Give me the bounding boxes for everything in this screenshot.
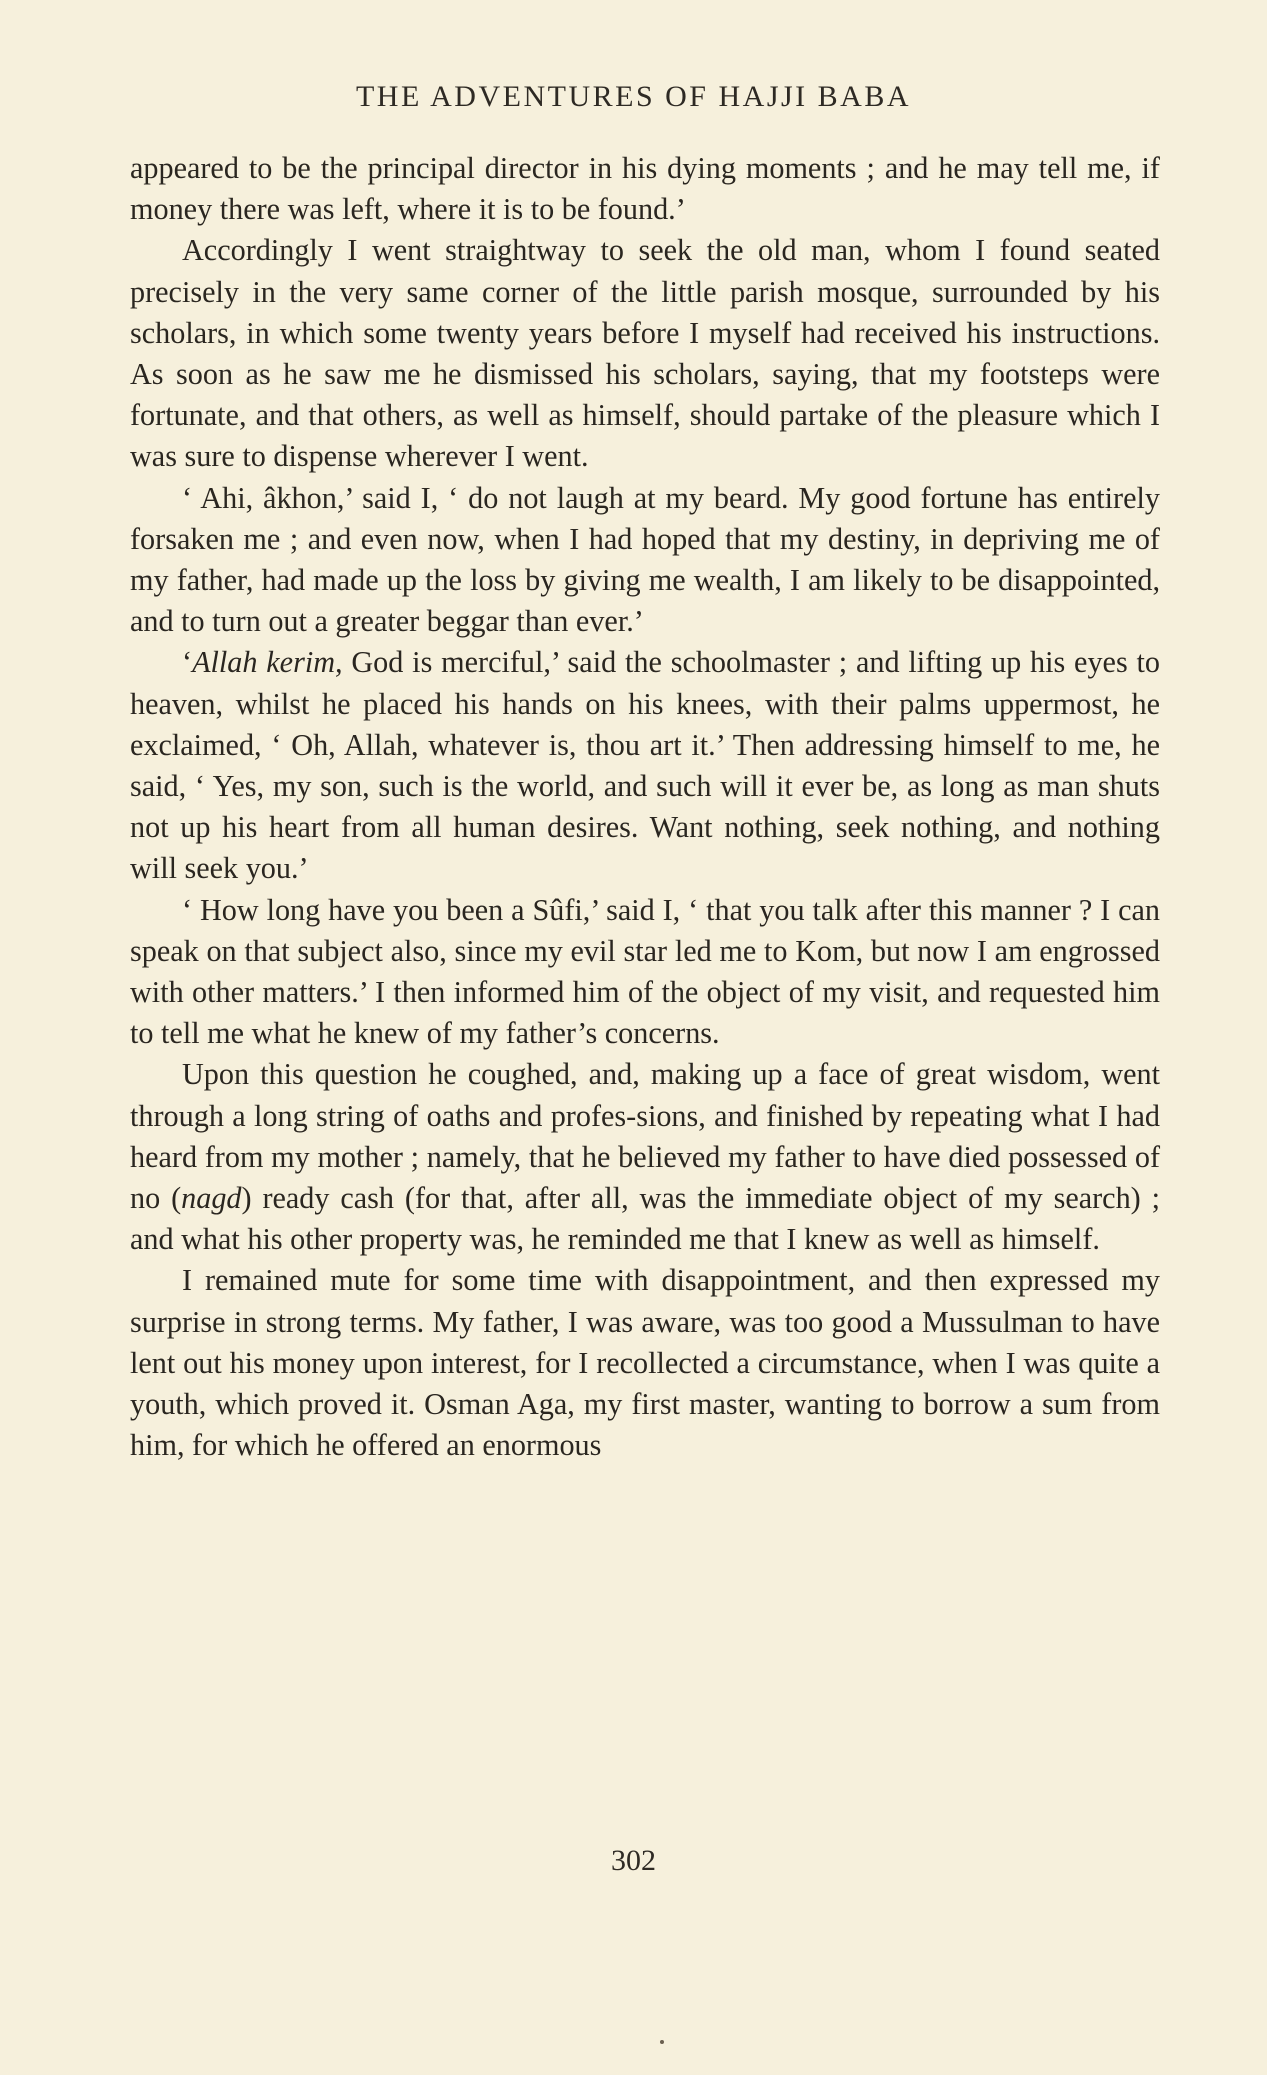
paragraph-2: Accordingly I went straightway to seek the old man, whom I found seated precisely in the very same corner of the little parish mosque, surrounded by his scholars, in which some twenty years before I myself had received his instructions. As soon as he saw me he dismissed his scholars, saying, that my footsteps were fortunate, and that others, as well as himself, should partake of the pleasure which I was sure to dispense wherever I went. [130, 233, 1160, 474]
paragraph-6-text-a: Upon this question he coughed, and, making up a face of great wisdom, went through a long string of oaths and profes-sions, and finished by repeating what I had heard from my mother ; namely, that he believed my father to have died possessed of no ( [130, 1057, 1160, 1216]
paper-speck [660, 2040, 664, 2044]
paragraph-7: I remained mute for some time with disappointment, and then expressed my surprise in strong terms. My father, I was aware, was too good a Mussulman to have lent out his money upon interest, for I recollected a circumstance, when I was quite a youth, which proved it. Osman Aga, my first master, wanting to borrow a sum from him, for which he offered an enormous [130, 1263, 1160, 1463]
paragraph-4-text: God is merciful,’ said the schoolmaster ; and lifting up his eyes to heaven, whilst he placed his hands on his knees, with their palms uppermost, he exclaimed, ‘ Oh, Allah, whatever is, thou art it.’ Then addressing himself to me, he said, ‘ Yes, my son, such is the world, and such will it ever be, as long as man shuts not up his heart from all human desires. Want nothing, seek nothing, and nothing will seek you.’ [130, 645, 1160, 886]
italic-word-nagd: nagd [181, 1181, 242, 1216]
italic-phrase-allah-kerim: Allah kerim, [192, 645, 343, 680]
opening-quote: ‘ [182, 645, 193, 680]
paragraph-5: ‘ How long have you been a Sûfi,’ said I, ‘ that you talk after this manner ? I can speak on that subject also, since my evil star led me to Kom, but now I am engrossed with other matters.’ I then informed him of the object of my visit, and requested him to tell me what he knew of my father’s concerns. [130, 892, 1160, 1051]
running-title: THE ADVENTURES OF HAJJI BABA [355, 80, 912, 113]
paragraph-6-text-b: ) ready cash (for that, after all, was the immediate object of my search) ; and what his other property was, he reminded me that I knew as well as himself. [130, 1181, 1160, 1257]
paragraph-3: ‘ Ahi, âkhon,’ said I, ‘ do not laugh at my beard. My good fortune has entirely forsaken me ; and even now, when I had hoped that my destiny, in depriving me of my father, had made up the loss by giving me wealth, I am likely to be disappointed, and to turn out a greater beggar than ever.’ [130, 480, 1160, 639]
paragraph-4 [130, 642, 1160, 889]
page-number: 302 [611, 1844, 656, 1877]
paragraph-6 [130, 1054, 1160, 1260]
paragraph-1: appeared to be the principal director in his dying moments ; and he may tell me, if money there was left, where it is to be found.’ [130, 151, 1160, 227]
body-text [130, 148, 1160, 1467]
